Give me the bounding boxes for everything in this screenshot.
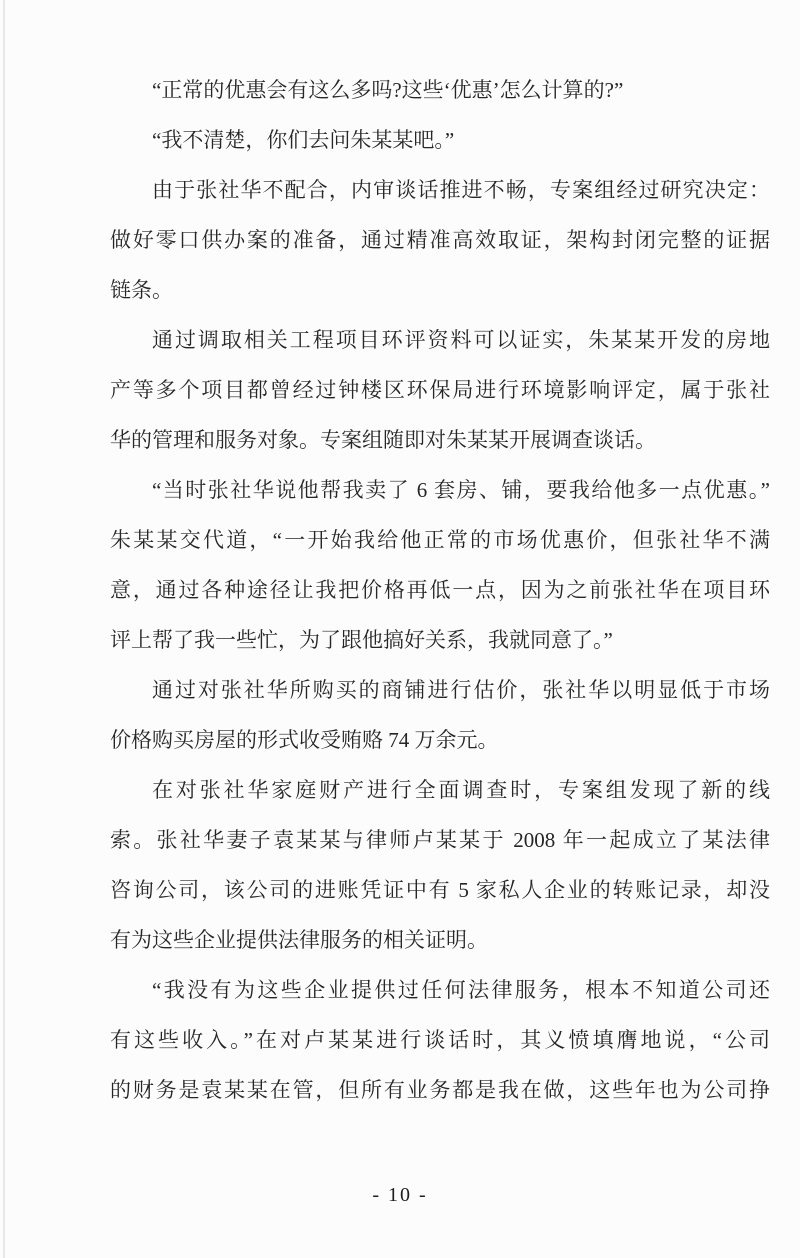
text-line: “正常的优惠会有这么多吗?这些‘优惠’怎么计算的?” xyxy=(152,78,624,102)
text-line: “我不清楚，你们去问朱某某吧。” xyxy=(152,128,455,152)
text-line: 华的管理和服务对象。专案组随即对朱某某开展调查谈话。 xyxy=(110,428,656,452)
text-block xyxy=(110,65,770,1115)
text-line: 由于张社华不配合，内审谈话推进不畅，专案组经过研究决定： xyxy=(152,178,770,202)
text-line: 链条。 xyxy=(110,278,173,302)
text-line: 通过调取相关工程项目环评资料可以证实，朱某某开发的房地 xyxy=(152,328,770,352)
text-line: “当时张社华说他帮我卖了 6 套房、铺，要我给他多一点优惠。” xyxy=(152,478,770,502)
text-line: 的财务是袁某某在管，但所有业务都是我在做，这些年也为公司挣 xyxy=(110,1078,770,1102)
text-line: 做好零口供办案的准备，通过精准高效取证，架构封闭完整的证据 xyxy=(110,228,770,252)
text-line: 评上帮了我一些忙，为了跟他搞好关系，我就同意了。” xyxy=(110,628,613,652)
text-line: 咨询公司，该公司的进账凭证中有 5 家私人企业的转账记录，却没 xyxy=(110,878,770,902)
text-line: 价格购买房屋的形式收受贿赂 74 万余元。 xyxy=(110,728,499,752)
text-line: 在对张社华家庭财产进行全面调查时，专案组发现了新的线 xyxy=(152,778,770,802)
page-number: - 10 - xyxy=(372,1184,428,1206)
text-line: 有为这些企业提供法律服务的相关证明。 xyxy=(110,928,488,952)
text-line: 朱某某交代道，“一开始我给他正常的市场优惠价，但张社华不满 xyxy=(110,528,770,552)
scan-edge-artifact xyxy=(3,0,5,1258)
text-line: 通过对张社华所购买的商铺进行估价，张社华以明显低于市场 xyxy=(152,678,770,702)
text-line: 意，通过各种途径让我把价格再低一点，因为之前张社华在项目环 xyxy=(110,578,770,602)
text-line: 索。张社华妻子袁某某与律师卢某某于 2008 年一起成立了某法律 xyxy=(110,828,770,852)
text-line: “我没有为这些企业提供过任何法律服务，根本不知道公司还 xyxy=(152,978,770,1002)
text-line: 有这些收入。”在对卢某某进行谈话时，其义愤填膺地说，“公司 xyxy=(110,1028,770,1052)
text-line: 产等多个项目都曾经过钟楼区环保局进行环境影响评定，属于张社 xyxy=(110,378,770,402)
